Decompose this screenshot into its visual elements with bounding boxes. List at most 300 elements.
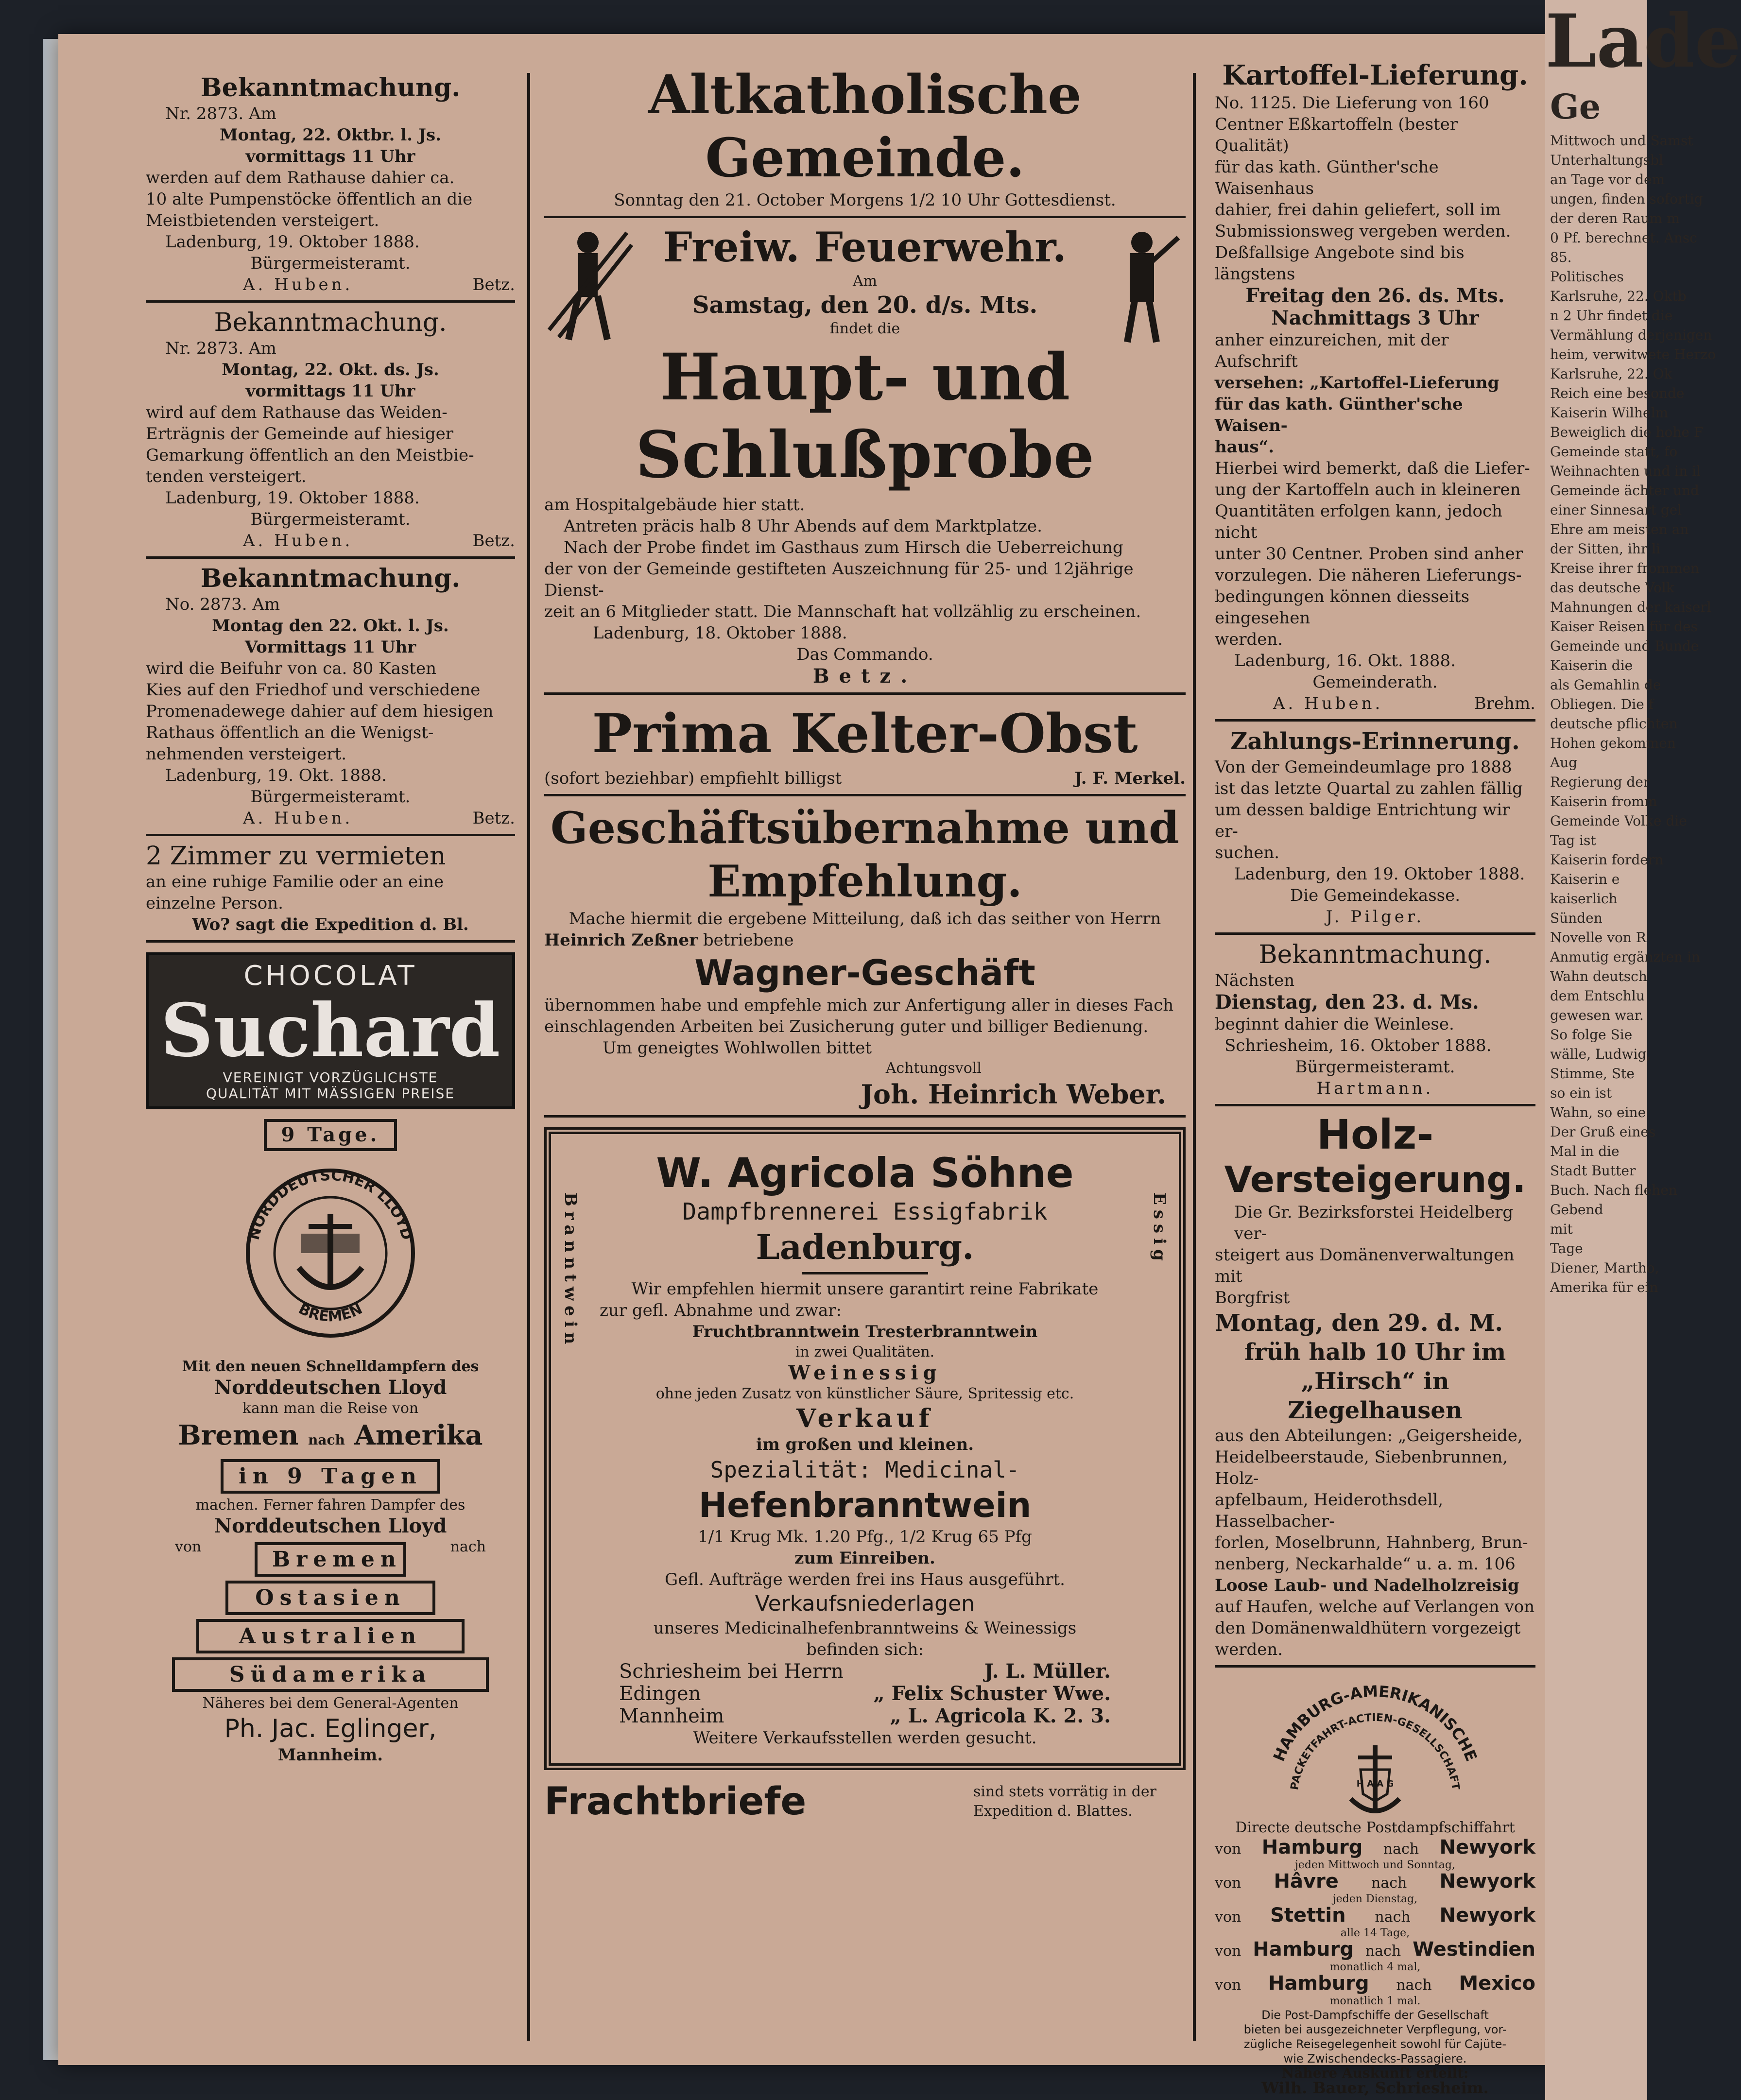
- adjacent-line: heim, verwitwete Herzo: [1550, 346, 1716, 362]
- notice2-line: Erträgnis der Gemeinde auf hiesiger: [146, 424, 454, 444]
- left-column: [146, 29, 515, 1766]
- lloyd-dest: Ostasien: [225, 1581, 435, 1615]
- divider: [544, 216, 1186, 218]
- agricola-line: im großen und kleinen.: [756, 1435, 974, 1454]
- notice1-office: Bürgermeisteramt.: [250, 254, 411, 273]
- notice2-line: tenden versteigert.: [146, 467, 307, 486]
- notice2-line: vormittags 11 Uhr: [245, 381, 415, 401]
- feuerwehr-title: Freiw. Feuerwehr.: [663, 223, 1067, 271]
- hamburg-from: Hamburg: [1268, 1972, 1369, 1995]
- adjacent-line: Amerika für ein: [1550, 1279, 1658, 1295]
- feuerwehr-big: Haupt- und Schlußprobe: [635, 340, 1095, 493]
- adjacent-line: Kaiserin Wilhelm: [1550, 405, 1669, 421]
- holz-line: forlen, Moselbrunn, Hahnberg, Brun-: [1215, 1533, 1528, 1552]
- notice3-line: Kies auf den Friedhof und verschiedene: [146, 680, 481, 700]
- adjacent-line: So folge Sie: [1550, 1027, 1633, 1043]
- fracht-title: Frachtbriefe: [544, 1780, 807, 1824]
- notice2-line: wird auf dem Rathause das Weiden-: [146, 403, 448, 422]
- adjacent-line: Ehre am meisten an: [1550, 521, 1689, 537]
- hamburg-note: jeden Dienstag,: [1332, 1893, 1418, 1905]
- hamburg-note: monatlich 1 mal.: [1329, 1995, 1421, 2007]
- hamburg-von: von: [1215, 1875, 1241, 1892]
- agricola-vright: Essig: [1150, 1192, 1169, 1266]
- notice3-title: Bekanntmachung.: [200, 564, 461, 593]
- notice2-line: Nr. 2873. Am: [165, 339, 276, 358]
- kartoffel-line: werden.: [1215, 630, 1283, 649]
- adjacent-line: Kaiserin fordern: [1550, 852, 1664, 868]
- hamburg-nach: nach: [1396, 1977, 1432, 1994]
- rooms-line: an eine ruhige Familie oder an eine: [146, 872, 444, 892]
- notice3-line: nehmenden versteigert.: [146, 744, 347, 764]
- adjacent-line: mit: [1550, 1221, 1573, 1237]
- gemeinde-title: Altkatholische Gemeinde.: [648, 63, 1082, 189]
- adjacent-line: Mal in die: [1550, 1143, 1620, 1159]
- adjacent-line: Karlsruhe, 22. Ok: [1550, 366, 1672, 382]
- kartoffel-line: Centner Eßkartoffeln (bester Qualität): [1215, 115, 1458, 155]
- hamburg-foot: bieten bei ausgezeichneter Verpflegung, vor-: [1243, 2023, 1507, 2036]
- feuerwehr-sign: Betz.: [812, 665, 917, 688]
- notice1-line: Nr. 2873. Am: [165, 104, 276, 123]
- fracht-line: Expedition d. Blattes.: [973, 1803, 1133, 1820]
- adjacent-line: Gemeinde ächter und: [1550, 482, 1699, 499]
- adjacent-line: so ein ist: [1550, 1085, 1612, 1101]
- adjacent-page: [1545, 0, 1741, 2100]
- divider: [146, 300, 515, 303]
- agricola-place: Edingen: [619, 1683, 701, 1705]
- notice1-line: Montag, 22. Oktbr. l. Js.: [220, 125, 441, 145]
- lloyd-ring-bottom: BREMEN: [295, 1300, 365, 1325]
- suchard-sub: VEREINIGT VORZÜGLICHSTE: [223, 1069, 438, 1085]
- geschaeft-line: betriebene: [703, 930, 794, 950]
- lloyd-destinations: [146, 1547, 515, 1694]
- suchard-sub: QUALITÄT MIT MÄSSIGEN PREISE: [206, 1085, 455, 1102]
- holz-line: Borgfrist: [1215, 1288, 1290, 1308]
- kartoffel-line: haus“.: [1215, 437, 1275, 457]
- hamburg-to: Newyork: [1439, 1904, 1535, 1927]
- hamburg-note: monatlich 4 mal,: [1329, 1961, 1421, 1973]
- agricola-place-name: „ L. Agricola K. 2. 3.: [890, 1704, 1111, 1727]
- adjacent-line: Gemeinde statt, fo: [1550, 444, 1678, 460]
- hamburg-to: Westindien: [1413, 1938, 1535, 1961]
- notice3-line: Vormittags 11 Uhr: [244, 637, 416, 657]
- adjacent-line: 85.: [1550, 249, 1572, 265]
- geschaeft-title2: Empfehlung.: [707, 856, 1022, 907]
- feuerwehr-date: Samstag, den 20. d/s. Mts.: [692, 292, 1038, 319]
- agricola-line: Wir empfehlen hiermit unsere garantirt reine Fabrikate: [631, 1279, 1099, 1299]
- lloyd-box: in 9 Tagen: [221, 1459, 440, 1494]
- hamburg-foot: Die Post-Dampfschiffe der Gesellschaft: [1261, 2008, 1489, 2022]
- lloyd-ring-top: NORDDEUTSCHER LLOYD: [245, 1167, 415, 1242]
- kartoffel-line: für das kath. Günther'sche Waisenhaus: [1215, 157, 1439, 198]
- hamburg-route: [1215, 1872, 1535, 1893]
- holz-line: apfelbaum, Heiderothsdell, Hasselbacher-: [1215, 1490, 1444, 1531]
- adjacent-line: Stimme, Ste: [1550, 1066, 1635, 1082]
- bekannt-line: Dienstag, den 23. d. Ms.: [1215, 991, 1479, 1014]
- agricola-line: in zwei Qualitäten.: [795, 1343, 935, 1360]
- hamburg-contact: Wilh. Bauer, Schriesheim.: [1261, 2079, 1489, 2097]
- feuerwehr-line: der von der Gemeinde gestifteten Auszeichnung für 25- und 12jährige Dienst-: [544, 559, 1134, 600]
- lloyd-nach: nach: [308, 1432, 345, 1448]
- adjacent-line: Gemeinde und Bunde: [1550, 638, 1699, 654]
- kartoffel-tag: Brehm.: [1474, 694, 1535, 713]
- kartoffel-line: Hierbei wird bemerkt, daß die Liefer-: [1215, 459, 1530, 478]
- hamburg-to: Newyork: [1439, 1870, 1535, 1893]
- geschaeft-sign: Joh. Heinrich Weber.: [861, 1079, 1166, 1110]
- agricola-line: Fruchtbranntwein Tresterbranntwein: [692, 1322, 1038, 1342]
- kartoffel-sign: A. Huben.: [1273, 694, 1383, 713]
- zahlung-date: Ladenburg, den 19. Oktober 1888.: [1234, 864, 1525, 884]
- kartoffel-line: versehen: „Kartoffel-Lieferung: [1215, 373, 1500, 393]
- kelter-sign: J. F. Merkel.: [1074, 769, 1186, 788]
- adjacent-line: Sünden: [1550, 910, 1603, 926]
- kartoffel-bold: Freitag den 26. ds. Mts.: [1245, 284, 1505, 307]
- adjacent-text: [1545, 131, 1716, 1297]
- notice1-title: Bekanntmachung.: [200, 73, 461, 103]
- adjacent-line: 0 Pf. berechnet. Ansc: [1550, 230, 1697, 246]
- adjacent-line: Gebend: [1550, 1202, 1603, 1218]
- lloyd-nach2: nach: [450, 1538, 486, 1555]
- adjacent-line: das deutsche Volk: [1550, 580, 1674, 596]
- kartoffel-line: dahier, frei dahin geliefert, soll im: [1215, 200, 1501, 220]
- agricola-line: befinden sich:: [806, 1640, 924, 1659]
- adjacent-line: Kaiserin e: [1550, 871, 1620, 887]
- agricola-line: Hefenbranntwein: [698, 1485, 1032, 1525]
- fracht-line: sind stets vorrätig in der: [973, 1783, 1156, 1800]
- lloyd-line: machen. Ferner fahren Dampfer des: [195, 1497, 465, 1514]
- hamburg-direct: Directe deutsche Postdampfschiffahrt: [1235, 1819, 1515, 1836]
- hamburg-nach: nach: [1365, 1943, 1401, 1960]
- adjacent-line: der deren Raum m: [1550, 210, 1680, 226]
- lloyd-anchor-icon: [228, 1161, 432, 1345]
- adjacent-line: Weihnachten und in il: [1550, 463, 1701, 479]
- adjacent-line: kaiserlich: [1550, 891, 1618, 907]
- lloyd-agent-city: Mannheim.: [277, 1745, 383, 1765]
- hamburg-nach: nach: [1383, 1841, 1419, 1858]
- kartoffel-office: Gemeinderath.: [1312, 672, 1438, 692]
- adjacent-line: Karlsruhe, 22. Oktb: [1550, 288, 1687, 304]
- holz-bold: Montag, den 29. d. M.: [1215, 1309, 1503, 1337]
- divider: [1215, 1665, 1535, 1668]
- adjacent-line: Politisches: [1550, 269, 1624, 285]
- zahlung-title: Zahlungs-Erinnerung.: [1230, 728, 1520, 755]
- kelter-title: Prima Kelter-Obst: [592, 702, 1138, 765]
- holz-line: steigert aus Domänenverwaltungen mit: [1215, 1245, 1515, 1286]
- hamburg-von: von: [1215, 1841, 1241, 1858]
- agricola-vleft: Branntwein: [561, 1192, 580, 1349]
- hamburg-von: von: [1215, 1943, 1241, 1960]
- kartoffel-line: unter 30 Centner. Proben sind anher: [1215, 544, 1523, 564]
- kartoffel-line: Quantitäten erfolgen kann, jedoch nicht: [1215, 501, 1502, 542]
- agricola-place-name: J. L. Müller.: [984, 1660, 1111, 1683]
- lloyd-line: Norddeutschen Lloyd: [214, 1376, 447, 1399]
- column-rule-left: [527, 73, 530, 2041]
- hamburg-nach: nach: [1375, 1909, 1411, 1926]
- geschaeft-line: einschlagenden Arbeiten bei Zusicherung guter und billiger Bedienung.: [544, 1017, 1149, 1036]
- notice1-line: werden auf dem Rathause dahier ca.: [146, 168, 455, 188]
- firefighter-bugle-icon: [1098, 223, 1186, 349]
- lloyd-dest: Südamerika: [172, 1657, 489, 1692]
- notice1-tag: Betz.: [472, 275, 515, 294]
- zahlung-line: Von der Gemeindeumlage pro 1888: [1215, 757, 1512, 777]
- bekannt-line: Nächsten: [1215, 971, 1295, 990]
- holz-line: auf Haufen, welche auf Verlangen von: [1215, 1597, 1535, 1617]
- divider: [1215, 1104, 1535, 1106]
- lloyd-line: Norddeutschen Lloyd: [214, 1515, 447, 1537]
- adjacent-line: Reich eine besonde: [1550, 385, 1685, 401]
- holz-line: aus den Abteilungen: „Geigersheide,: [1215, 1426, 1523, 1446]
- holz-line: Die Gr. Bezirksforstei Heidelberg ver-: [1234, 1203, 1514, 1243]
- notice3-tag: Betz.: [472, 809, 515, 828]
- feuerwehr-line: zeit an 6 Mitglieder statt. Die Mannschaft hat vollzählig zu erscheinen.: [544, 602, 1141, 621]
- adjacent-subhead: Ge: [1550, 86, 1601, 127]
- agricola-place: Mannheim: [619, 1705, 724, 1727]
- feuerwehr-am: Am: [852, 273, 878, 290]
- divider: [802, 1272, 928, 1274]
- hamburg-note: alle 14 Tage,: [1340, 1927, 1410, 1939]
- agricola-line: zum Einreiben.: [794, 1549, 935, 1568]
- middle-column: [544, 29, 1186, 1824]
- agricola-sub: Dampfbrennerei Essigfabrik: [682, 1198, 1048, 1225]
- adjacent-line: Gemeinde Volke die: [1550, 813, 1687, 829]
- notice3-line: Promenadewege dahier auf dem hiesigen: [146, 702, 494, 721]
- kartoffel-bold: Nachmittags 3 Uhr: [1271, 307, 1479, 329]
- adjacent-line: Novelle von R: [1550, 930, 1646, 946]
- gemeinde-line: Sonntag den 21. October Morgens 1/2 10 Uhr Gottesdienst.: [614, 190, 1116, 210]
- agricola-line: ohne jeden Zusatz von künstlicher Säure, Spritessig etc.: [655, 1385, 1074, 1402]
- bekannt-sign: Hartmann.: [1316, 1079, 1434, 1098]
- geschaeft-line: Mache hiermit die ergebene Mitteilung, daß ich das seither von Herrn: [569, 909, 1161, 929]
- adjacent-line: Hohen gekommen: [1550, 735, 1676, 751]
- hamburg-note: jeden Mittwoch und Sonntag,: [1294, 1859, 1455, 1871]
- lloyd-agent-name: Ph. Jac. Eglinger,: [224, 1714, 437, 1743]
- kartoffel-line: No. 1125. Die Lieferung von 160: [1215, 93, 1489, 113]
- adjacent-line: einer Sinnesart gel: [1550, 502, 1682, 518]
- hamburg-foot: Nähere Auskunft erteilt:: [1281, 2065, 1469, 2081]
- holz-title2: Versteigerung.: [1224, 1159, 1526, 1201]
- zahlung-line: ist das letzte Quartal zu zahlen fällig: [1215, 779, 1523, 798]
- divider: [146, 940, 515, 943]
- geschaeft-resp: Achtungsvoll: [885, 1060, 982, 1077]
- suchard-brand: Suchard: [160, 988, 500, 1073]
- svg-text:BREMEN: [296, 1300, 365, 1325]
- hamburg-emblem: [1263, 1672, 1487, 1818]
- suchard-top: CHOCOLAT: [243, 960, 417, 992]
- agricola-line: Verkaufsniederlagen: [755, 1591, 975, 1616]
- feuerwehr-line: am Hospitalgebäude hier statt.: [544, 495, 805, 515]
- agricola-place-name: „ Felix Schuster Wwe.: [873, 1682, 1111, 1705]
- hamburg-anchor-icon: [1263, 1672, 1487, 1818]
- notice1-sign: A. Huben.: [243, 275, 353, 294]
- adjacent-line: Diener, Martho,: [1550, 1260, 1659, 1276]
- adjacent-line: Buch. Nach flehen: [1550, 1182, 1677, 1198]
- adjacent-line: Anmutig ergänzten in: [1550, 949, 1700, 965]
- agricola-line: 1/1 Krug Mk. 1.20 Pfg., 1/2 Krug 65 Pfg: [698, 1527, 1032, 1547]
- hamburg-nach: nach: [1371, 1875, 1407, 1892]
- zahlung-sign: J. Pilger.: [1326, 907, 1425, 927]
- notice2-line: Gemarkung öffentlich an den Meistbie-: [146, 446, 474, 465]
- hamburg-arc1: HAMBURG-AMERIKANISCHE: [1269, 1682, 1481, 1764]
- adjacent-line: wälle, Ludwig,: [1550, 1046, 1651, 1062]
- adjacent-line: Mahnungen der kaiserl: [1550, 599, 1711, 615]
- kartoffel-line: bedingungen können diesseits eingesehen: [1215, 587, 1470, 628]
- notice3-office: Bürgermeisteramt.: [250, 787, 411, 807]
- adjacent-line: Aug: [1550, 755, 1578, 771]
- notice2-sign: A. Huben.: [243, 531, 353, 551]
- notice1-line: Meistbietenden versteigert.: [146, 211, 379, 230]
- adjacent-line: Kreise ihrer frommen: [1550, 560, 1700, 576]
- divider: [544, 1115, 1186, 1118]
- kartoffel-line: für das kath. Günther'sche Waisen-: [1215, 395, 1463, 435]
- divider: [146, 834, 515, 836]
- agricola-line: Gefl. Aufträge werden frei ins Haus ausgeführt.: [665, 1570, 1065, 1589]
- adjacent-line: Obliegen. Die f: [1550, 696, 1654, 712]
- hamburg-from: Stettin: [1270, 1904, 1346, 1927]
- hamburg-route: [1215, 1974, 1535, 1995]
- lloyd-line: Mit den neuen Schnelldampfern des: [182, 1358, 479, 1375]
- notice3-sign: A. Huben.: [243, 809, 353, 828]
- agricola-place: Schriesheim bei Herrn: [619, 1660, 844, 1683]
- kartoffel-line: Submissionsweg vergeben werden.: [1215, 222, 1511, 241]
- column-rule-right: [1193, 73, 1196, 2041]
- feuerwehr-date2: Ladenburg, 18. Oktober 1888.: [593, 623, 847, 643]
- days-box: 9 Tage.: [264, 1119, 397, 1151]
- adjacent-line: als Gemahlin de: [1550, 677, 1661, 693]
- lloyd-von: von: [175, 1538, 202, 1555]
- adjacent-line: Unterhaltungsbl: [1550, 152, 1664, 168]
- hamburg-to: Mexico: [1459, 1972, 1535, 1995]
- agricola-line: Weinessig: [788, 1361, 942, 1384]
- adjacent-line: Kaiserin die: [1550, 657, 1633, 673]
- zahlung-line: suchen.: [1215, 843, 1280, 862]
- geschaeft-big: Wagner-Geschäft: [694, 952, 1035, 993]
- lloyd-line: kann man die Reise von: [242, 1400, 419, 1417]
- suchard-ad: [146, 952, 515, 1109]
- agricola-ad: [544, 1127, 1186, 1770]
- feuerwehr-commando: Das Commando.: [796, 645, 933, 664]
- kartoffel-body: [1215, 92, 1535, 714]
- adjacent-line: dem Entschlu: [1550, 988, 1645, 1004]
- kartoffel-line: ung der Kartoffeln auch in kleineren: [1215, 480, 1521, 499]
- adjacent-line: Mittwoch und Samst: [1550, 133, 1693, 149]
- notice2-tag: Betz.: [472, 531, 515, 551]
- bekannt-office: Bürgermeisteramt.: [1295, 1057, 1455, 1077]
- kartoffel-line: Deßfallsige Angebote sind bis längstens: [1215, 243, 1465, 284]
- geschaeft-name: Heinrich Zeßner: [544, 930, 698, 950]
- lloyd-emblem: [146, 1161, 515, 1347]
- adjacent-line: Tag ist: [1550, 832, 1596, 848]
- notice3-line: wird die Beifuhr von ca. 80 Kasten: [146, 659, 436, 678]
- notice3-line: Rathaus öffentlich an die Wenigst-: [146, 723, 434, 742]
- agricola-line: Weitere Verkaufsstellen werden gesucht.: [693, 1728, 1037, 1748]
- kartoffel-line: vorzulegen. Die näheren Lieferungs-: [1215, 566, 1522, 585]
- notice2-body: [146, 338, 515, 551]
- notice2-line: Montag, 22. Okt. ds. Js.: [222, 360, 439, 379]
- adjacent-line: Wahn deutsch: [1550, 968, 1647, 984]
- hamburg-to: Newyork: [1439, 1836, 1535, 1859]
- divider: [1215, 719, 1535, 722]
- hamburg-foot: zügliche Reisegelegenheit sowohl für Cajüte-: [1243, 2037, 1507, 2051]
- adjacent-line: Der Gruß eines: [1550, 1124, 1656, 1140]
- adjacent-line: n 2 Uhr findet die: [1550, 308, 1673, 324]
- holz-bold: „Hirsch“ in Ziegelhausen: [1288, 1368, 1463, 1424]
- holz-line: Loose Laub- und Nadelholzreisig: [1215, 1576, 1519, 1595]
- divider: [146, 556, 515, 559]
- lloyd-dest: Australien: [196, 1619, 465, 1653]
- hamburg-emblem-letters: H A A G: [1356, 1779, 1394, 1789]
- kartoffel-line: anher einzureichen, mit der Aufschrift: [1215, 330, 1449, 371]
- notice1-body: [146, 103, 515, 295]
- adjacent-line: deutsche pflichten: [1550, 716, 1678, 732]
- notice1-line: vormittags 11 Uhr: [245, 147, 415, 166]
- geschaeft-title1: Geschäftsübernahme und: [550, 802, 1180, 854]
- divider: [1215, 932, 1535, 935]
- feuerwehr-ad: [544, 223, 1186, 688]
- bekannt-line: beginnt dahier die Weinlese.: [1215, 1015, 1454, 1034]
- hamburg-from: Hamburg: [1261, 1836, 1363, 1859]
- adjacent-line: Kaiserin fromm: [1550, 793, 1657, 809]
- rooms-where: Wo? sagt die Expedition d. Bl.: [192, 915, 469, 934]
- notice3-body: [146, 594, 515, 829]
- adjacent-line: Wahn, so eine: [1550, 1104, 1646, 1120]
- hamburg-arc2: PACKETFAHRT-ACTIEN-GESELLSCHAFT: [1288, 1711, 1462, 1791]
- hamburg-route: [1215, 1906, 1535, 1927]
- holz-line: nenberg, Neckarhalde“ u. a. m. 106: [1215, 1554, 1516, 1574]
- bekannt-date: Schriesheim, 16. Oktober 1888.: [1224, 1036, 1492, 1055]
- kelter-line: (sofort beziehbar) empfiehlt billigst: [544, 769, 842, 788]
- adjacent-line: ungen, finden sofortig: [1550, 191, 1703, 207]
- agricola-line: zur gefl. Abnahme und zwar:: [600, 1301, 842, 1320]
- bekannt-title: Bekanntmachung.: [1258, 940, 1492, 969]
- right-column: [1215, 29, 1535, 2095]
- zahlung-office: Die Gemeindekasse.: [1290, 886, 1461, 905]
- adjacent-line: an Tage vor dem: [1550, 172, 1665, 188]
- adjacent-line: Regierung der: [1550, 774, 1650, 790]
- holz-line: werden.: [1215, 1640, 1283, 1659]
- hamburg-routes: [1215, 1838, 1535, 2008]
- notice3-line: Montag den 22. Okt. l. Js.: [212, 616, 449, 636]
- adjacent-line: Vermählung derjenigen: [1550, 327, 1712, 343]
- holz-line: den Domänenwaldhütern vorgezeigt: [1215, 1618, 1521, 1638]
- kartoffel-date: Ladenburg, 16. Okt. 1888.: [1234, 651, 1456, 671]
- lloyd-from: Bremen: [178, 1419, 299, 1451]
- rooms-line: einzelne Person.: [146, 894, 283, 913]
- feuerwehr-line: Nach der Probe findet im Gasthaus zum Hirsch die Ueberreichung: [564, 538, 1123, 557]
- geschaeft-line: Um geneigtes Wohlwollen bittet: [603, 1038, 872, 1058]
- adjacent-line: der Sitten, ihr li: [1550, 541, 1661, 557]
- hamburg-von: von: [1215, 1977, 1241, 1994]
- holz-bold: früh halb 10 Uhr im: [1244, 1339, 1506, 1366]
- divider: [544, 692, 1186, 695]
- agricola-city: Ladenburg.: [756, 1227, 974, 1267]
- notice3-line: No. 2873. Am: [165, 595, 280, 614]
- hamburg-from: Hâvre: [1274, 1870, 1339, 1893]
- notice2-date: Ladenburg, 19. Oktober 1888.: [165, 488, 420, 508]
- hamburg-from: Hamburg: [1253, 1938, 1354, 1961]
- lloyd-agents: Näheres bei dem General-Agenten: [202, 1695, 459, 1712]
- notice2-title: Bekanntmachung.: [214, 308, 447, 337]
- kartoffel-title: Kartoffel-Lieferung.: [1222, 59, 1528, 91]
- adjacent-line: Kaiser Reisen für des: [1550, 619, 1698, 635]
- holz-line: Heidelbeerstaude, Siebenbrunnen, Holz-: [1215, 1447, 1508, 1488]
- notice1-line: 10 alte Pumpenstöcke öffentlich an die: [146, 189, 473, 209]
- divider: [544, 794, 1186, 796]
- adjacent-line: Beweiglich die hohe F: [1550, 424, 1704, 440]
- adjacent-line: gewesen war.: [1550, 1007, 1644, 1023]
- geschaeft-line: übernommen habe und empfehle mich zur Anfertigung aller in dieses Fach: [544, 996, 1174, 1015]
- firefighter-ladder-icon: [544, 223, 632, 349]
- agricola-line: Spezialität: Medicinal-: [710, 1457, 1020, 1483]
- feuerwehr-findet: findet die: [829, 320, 900, 337]
